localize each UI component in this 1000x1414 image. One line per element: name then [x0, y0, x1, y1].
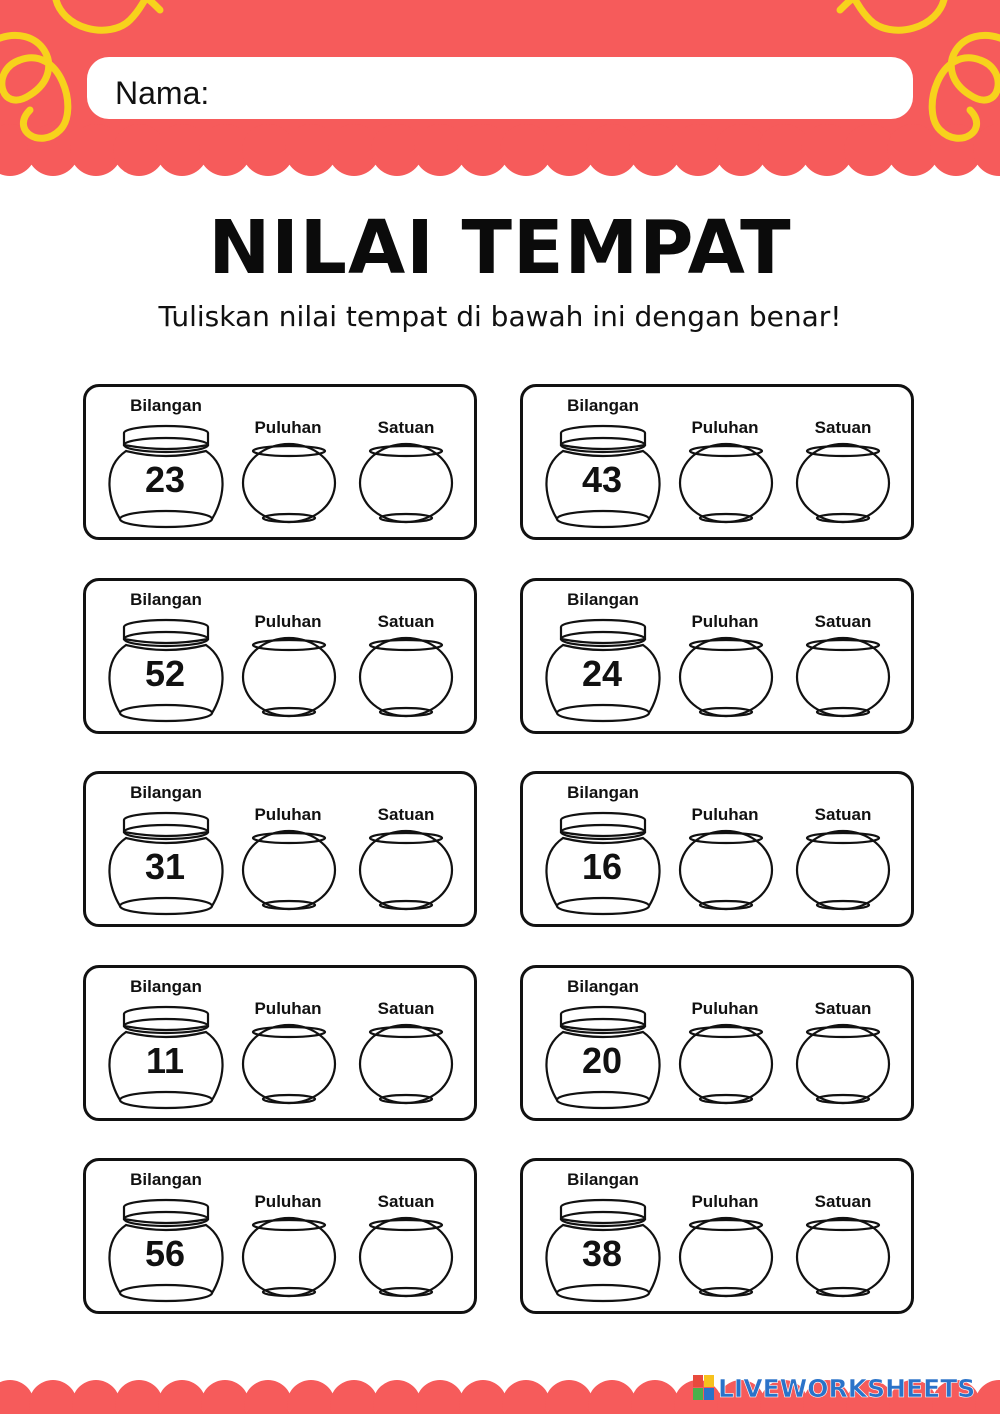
number-label: Bilangan	[567, 1170, 639, 1189]
tens-answer-input[interactable]	[242, 830, 336, 910]
exercise-card	[83, 965, 477, 1121]
exercise-card	[520, 578, 914, 734]
ones-label: Satuan	[814, 805, 872, 824]
number-value: 56	[144, 1233, 186, 1274]
ones-answer-input[interactable]	[796, 1217, 890, 1297]
ones-label: Satuan	[377, 611, 435, 631]
number-label: Bilangan	[567, 396, 639, 415]
number-value: 24	[581, 652, 623, 694]
page-title: NILAI TEMPAT	[208, 205, 792, 291]
exercise-card	[83, 384, 477, 540]
tens-label: Puluhan	[254, 998, 322, 1018]
number-label: Bilangan	[130, 396, 202, 415]
number-label: Bilangan	[567, 783, 639, 802]
ones-answer-input[interactable]	[359, 1024, 453, 1104]
name-field[interactable]	[87, 57, 913, 119]
tens-answer-input[interactable]	[679, 637, 773, 717]
name-label: Nama:	[115, 75, 210, 111]
tens-answer-input[interactable]	[242, 637, 336, 717]
tens-label: Puluhan	[254, 418, 322, 437]
tens-label: Puluhan	[691, 805, 759, 824]
number-label: Bilangan	[567, 589, 639, 609]
exercise-card	[83, 578, 477, 734]
number-label: Bilangan	[130, 783, 202, 802]
number-label: Bilangan	[130, 589, 202, 609]
ones-answer-input[interactable]	[796, 1024, 890, 1104]
ones-answer-input[interactable]	[359, 1217, 453, 1297]
brand-text: LIVEWORKSHEETS	[718, 1374, 976, 1403]
exercise-card	[520, 1158, 914, 1314]
tens-label: Puluhan	[691, 611, 759, 631]
tens-answer-input[interactable]	[242, 1217, 336, 1297]
ones-label: Satuan	[377, 1192, 435, 1211]
tens-answer-input[interactable]	[679, 830, 773, 910]
ones-label: Satuan	[377, 418, 435, 437]
number-label: Bilangan	[130, 976, 202, 996]
number-value: 23	[144, 459, 186, 500]
ones-label: Satuan	[377, 998, 435, 1018]
tens-answer-input[interactable]	[242, 443, 336, 523]
ones-answer-input[interactable]	[359, 443, 453, 523]
ones-answer-input[interactable]	[796, 637, 890, 717]
liveworksheets-logo	[693, 1374, 975, 1406]
tens-label: Puluhan	[254, 611, 322, 631]
ones-answer-input[interactable]	[359, 637, 453, 717]
number-label: Bilangan	[130, 1170, 202, 1189]
number-value: 52	[144, 652, 186, 694]
exercise-card	[520, 771, 914, 927]
brand-icon	[693, 1375, 715, 1401]
ones-answer-input[interactable]	[796, 830, 890, 910]
exercise-card	[83, 1158, 477, 1314]
exercise-card	[520, 384, 914, 540]
number-value: 38	[581, 1233, 623, 1274]
tens-label: Puluhan	[254, 805, 322, 824]
tens-label: Puluhan	[691, 1192, 759, 1211]
tens-answer-input[interactable]	[242, 1024, 336, 1104]
exercise-card	[83, 771, 477, 927]
tens-answer-input[interactable]	[679, 1024, 773, 1104]
ones-label: Satuan	[814, 611, 872, 631]
exercise-card	[520, 965, 914, 1121]
tens-label: Puluhan	[254, 1192, 322, 1211]
number-label: Bilangan	[567, 976, 639, 996]
ones-answer-input[interactable]	[359, 830, 453, 910]
tens-label: Puluhan	[691, 998, 759, 1018]
instructions: Tuliskan nilai tempat di bawah ini dengan benar!	[158, 300, 842, 333]
number-value: 20	[581, 1039, 623, 1081]
ones-label: Satuan	[377, 805, 435, 824]
ones-label: Satuan	[814, 1192, 872, 1211]
number-value: 31	[144, 846, 186, 887]
ones-label: Satuan	[814, 418, 872, 437]
tens-answer-input[interactable]	[679, 443, 773, 523]
number-value: 16	[581, 846, 623, 887]
tens-answer-input[interactable]	[679, 1217, 773, 1297]
ones-answer-input[interactable]	[796, 443, 890, 523]
number-value: 43	[581, 459, 623, 500]
ones-label: Satuan	[814, 998, 872, 1018]
tens-label: Puluhan	[691, 418, 759, 437]
number-value: 11	[145, 1039, 185, 1081]
